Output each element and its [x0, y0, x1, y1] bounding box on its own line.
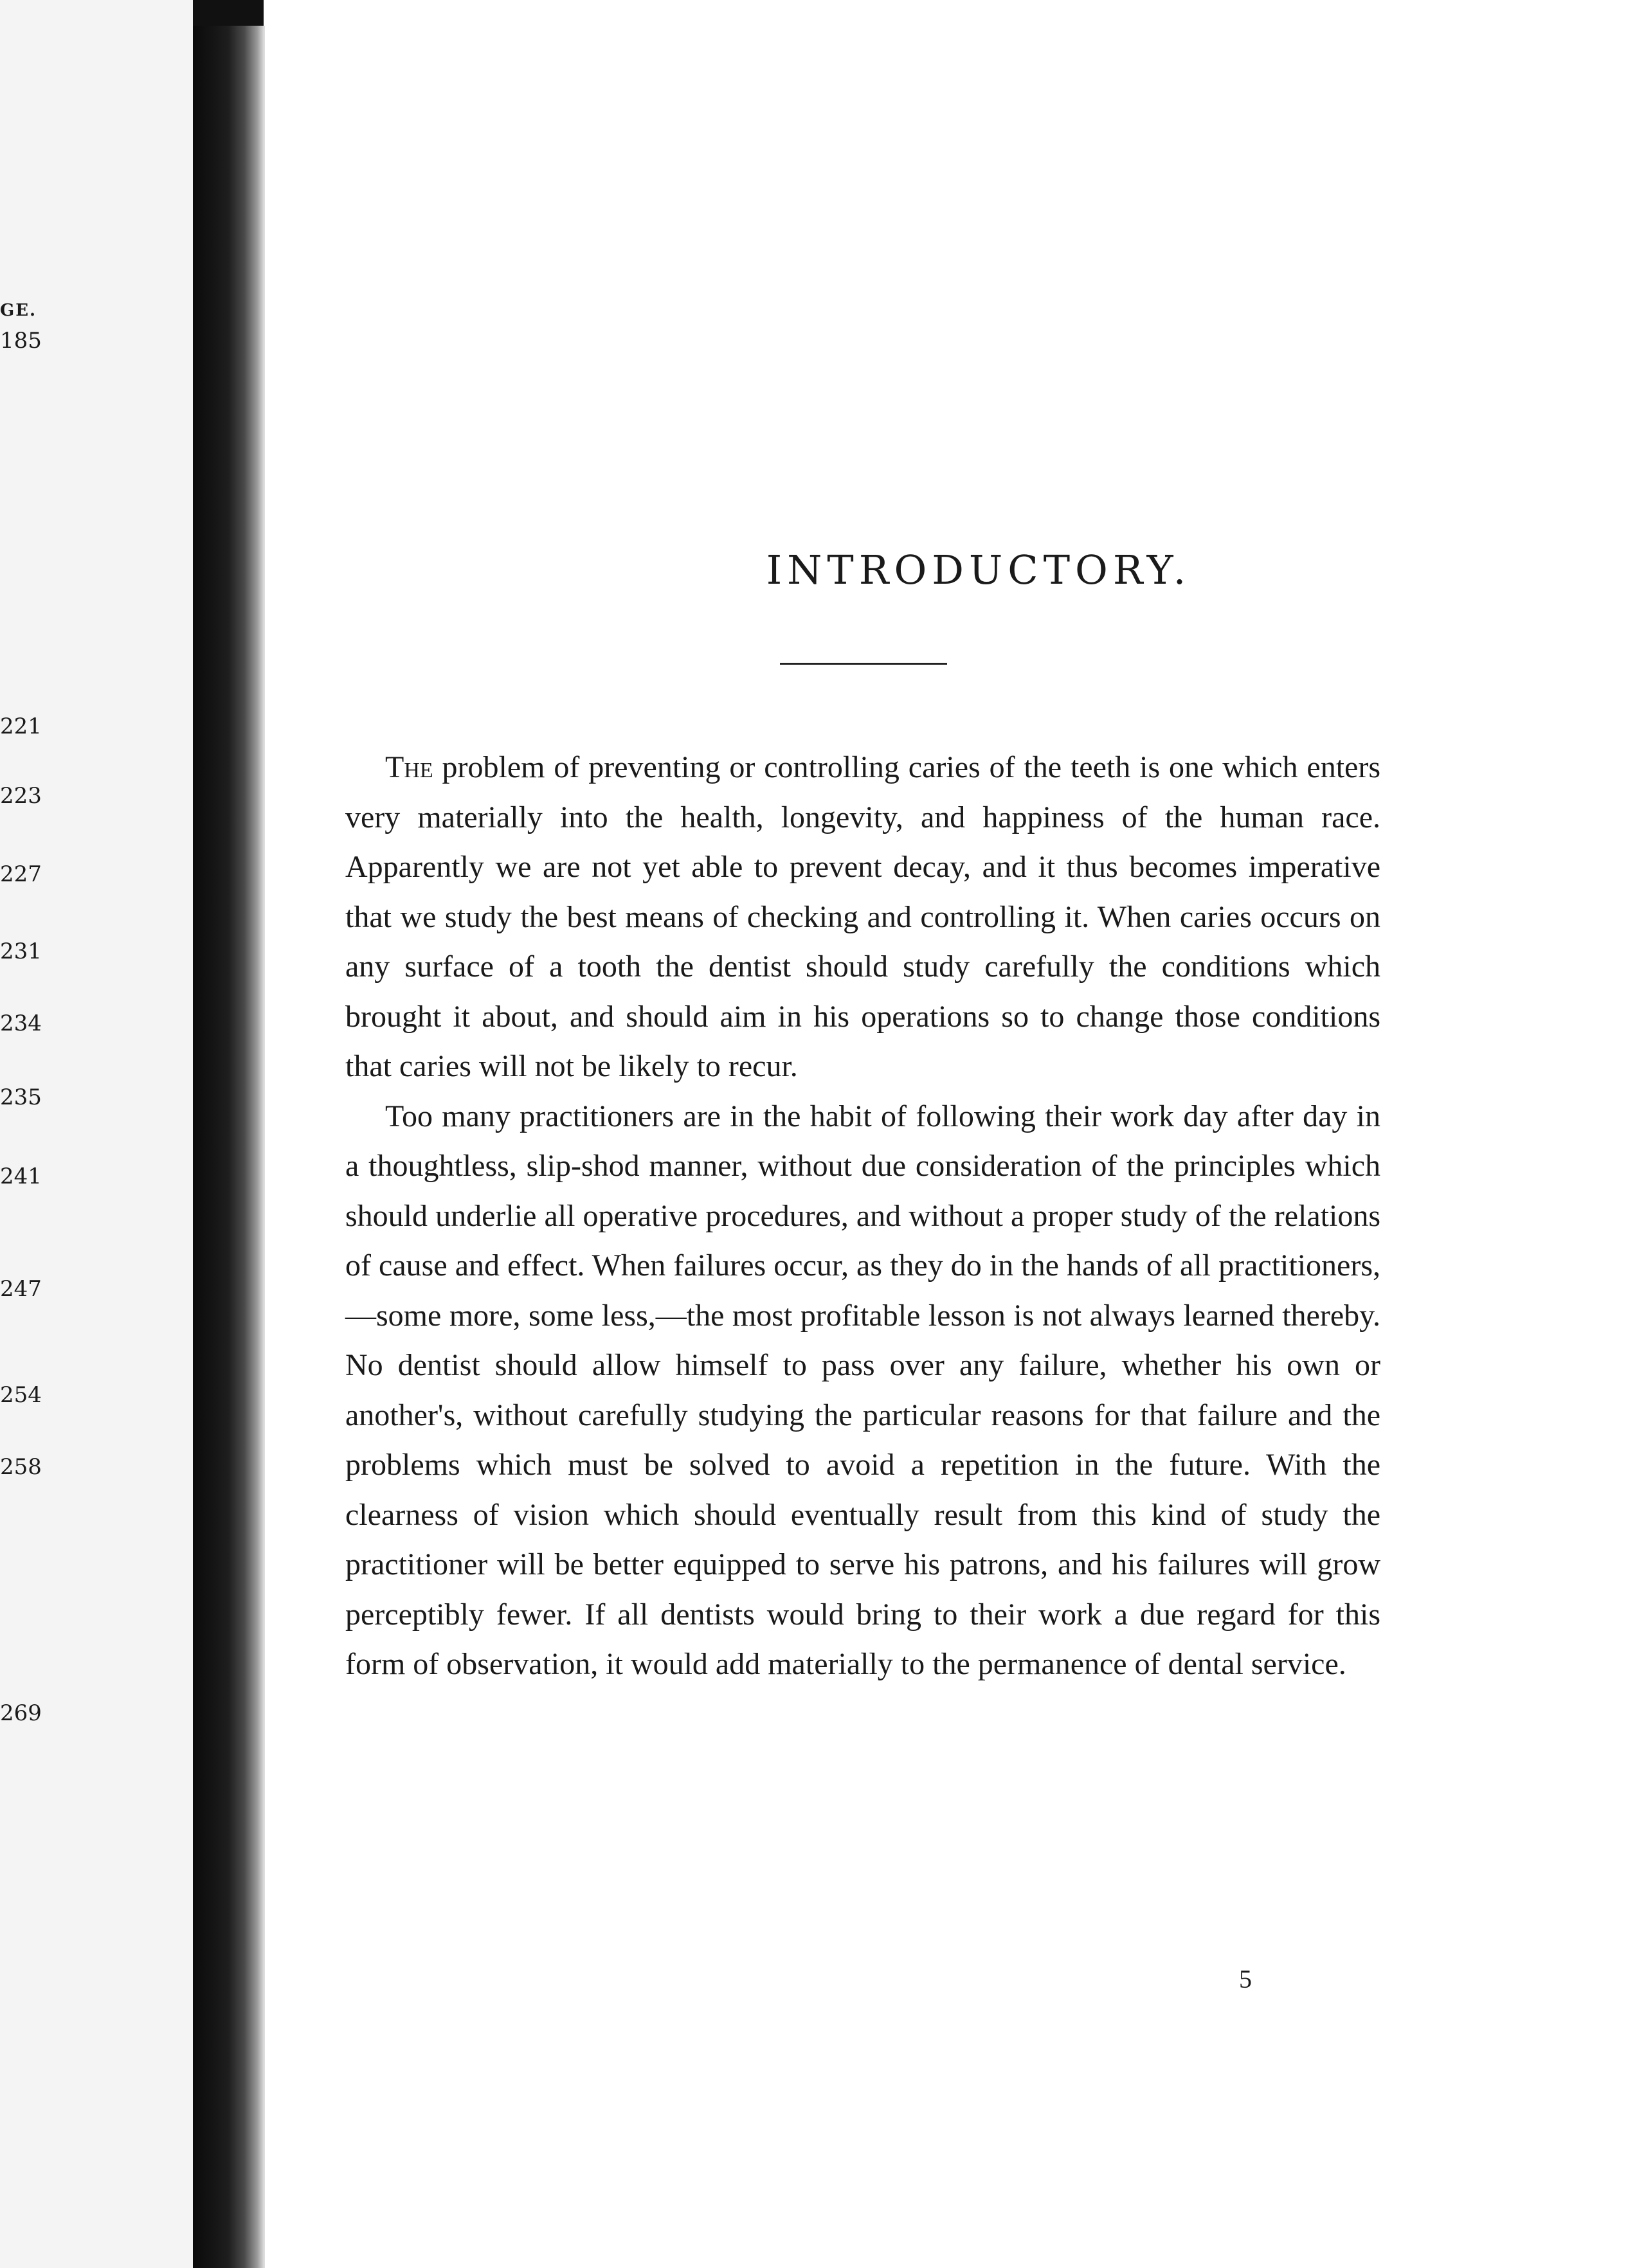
paragraph-lead-word: The — [385, 750, 433, 784]
facing-page-number: 258 — [0, 1454, 42, 1480]
paragraph-1 — [345, 742, 1380, 1092]
facing-page-header: GE. — [0, 301, 37, 320]
facing-page-number: 241 — [0, 1164, 42, 1189]
facing-page-number: 269 — [0, 1700, 42, 1726]
facing-page-number: 221 — [0, 714, 42, 739]
title-divider — [780, 663, 947, 665]
chapter-title: INTRODUCTORY. — [766, 546, 1191, 593]
facing-page-number: 231 — [0, 939, 42, 964]
binding-top-edge — [193, 0, 264, 26]
paragraph-1-text: problem of preventing or controlling caries of the teeth is one which enters very materially into the health, longevity, and happiness of the human race. Apparently we are not yet able to prevent decay, and it thus becomes imperative that we study the best means of checking and controlling it. When caries occurs on any surface of a tooth the dentist should study carefully the conditions which brought it about, and should aim in his operations so to change those conditions that caries will not be likely to recur. — [345, 750, 1380, 1083]
paragraph-2: Too many practitioners are in the habit of following their work day after day in a thoughtless, slip-shod manner, without due consideration of the principles which should underlie all operative procedures, and without a proper study of the relations of cause and effect. When failures occur, as they do in the hands of all practitioners,—some more, some less,—the most profitable lesson is not always learned thereby. No dentist should allow himself to pass over any failure, whether his own or another's, without carefully studying the particular reasons for that failure and the problems which must be solved to avoid a repetition in the future. With the clearness of vision which should eventually result from this kind of study the practitioner will be better equipped to serve his patrons, and his failures will grow perceptibly fewer. If all dentists would bring to their work a due regard for this form of observation, it would add materially to the permanence of dental service. — [345, 1099, 1380, 1681]
facing-page-number: 254 — [0, 1382, 42, 1408]
facing-page-margin — [0, 0, 193, 2268]
facing-page-number: 185 — [0, 328, 42, 354]
page-body — [345, 742, 1380, 1689]
facing-page-number: 234 — [0, 1011, 42, 1036]
facing-page-number: 235 — [0, 1084, 42, 1110]
facing-page-number: 223 — [0, 783, 42, 809]
book-page — [264, 26, 1641, 2268]
facing-page-number: 227 — [0, 861, 42, 887]
facing-page-number: 247 — [0, 1276, 42, 1302]
book-binding-shadow — [193, 0, 264, 2268]
page-number: 5 — [1239, 1965, 1252, 1994]
